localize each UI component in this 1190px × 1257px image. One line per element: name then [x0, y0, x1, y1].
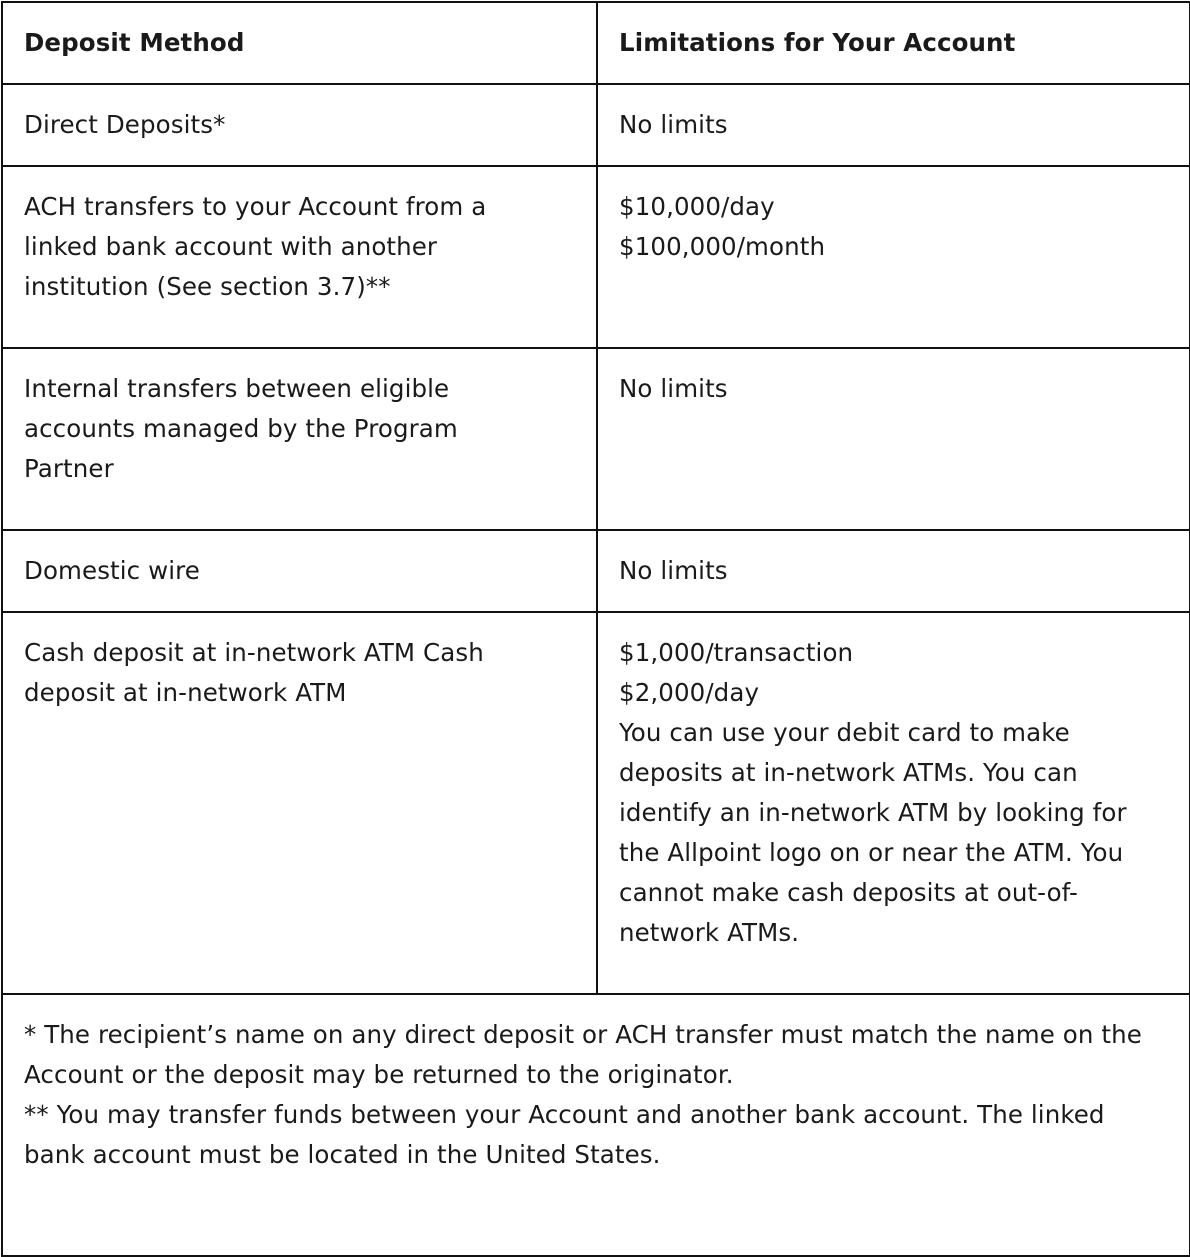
header-deposit-method: Deposit Method — [2, 2, 597, 84]
limit-text: $10,000/day — [619, 192, 775, 221]
table-row — [2, 612, 1190, 994]
limits-cell — [597, 348, 1190, 530]
limits-cell — [597, 166, 1190, 348]
method-cell: Direct Deposits* — [2, 84, 597, 166]
footnote-ach-transfer: ** You may transfer funds between your Account and another bank account. The linked bank account must be located in the United States. — [24, 1100, 1105, 1169]
footnote-direct-deposit: * The recipient’s name on any direct deposit or ACH transfer must match the name on the Account or the deposit may be returned to the originator. — [24, 1020, 1142, 1089]
table-row — [2, 530, 1190, 612]
table-header-row — [2, 2, 1190, 84]
method-cell — [2, 166, 597, 348]
limit-text: No limits — [619, 110, 728, 139]
method-text: Internal transfers between eligible accounts managed by the Program Partner — [24, 374, 458, 483]
method-cell: Domestic wire — [2, 530, 597, 612]
method-cell — [2, 348, 597, 530]
table-row — [2, 348, 1190, 530]
method-text: ACH transfers to your Account from a linked bank account with another institution (See section 3.7)** — [24, 192, 487, 301]
footnotes-row — [2, 994, 1190, 1256]
limit-text: $1,000/transaction — [619, 638, 854, 667]
table-row — [2, 166, 1190, 348]
limit-text: $100,000/month — [619, 232, 826, 261]
limits-cell — [597, 530, 1190, 612]
deposit-limits-table — [1, 1, 1190, 1257]
limit-text: No limits — [619, 374, 728, 403]
table-row — [2, 84, 1190, 166]
limits-cell — [597, 612, 1190, 994]
header-limitations: Limitations for Your Account — [597, 2, 1190, 84]
method-cell — [2, 612, 597, 994]
limit-text: $2,000/day — [619, 678, 760, 707]
footnotes-cell — [2, 994, 1190, 1256]
limits-cell — [597, 84, 1190, 166]
method-text: Cash deposit at in-network ATM Cash deposit at in-network ATM — [24, 638, 484, 707]
limit-text: No limits — [619, 556, 728, 585]
limit-description: You can use your debit card to make deposits at in-network ATMs. You can identify an in-network ATM by looking for the Allpoint logo on or near the ATM. You cannot make cash deposits at out-of-network ATMs. — [619, 718, 1127, 947]
